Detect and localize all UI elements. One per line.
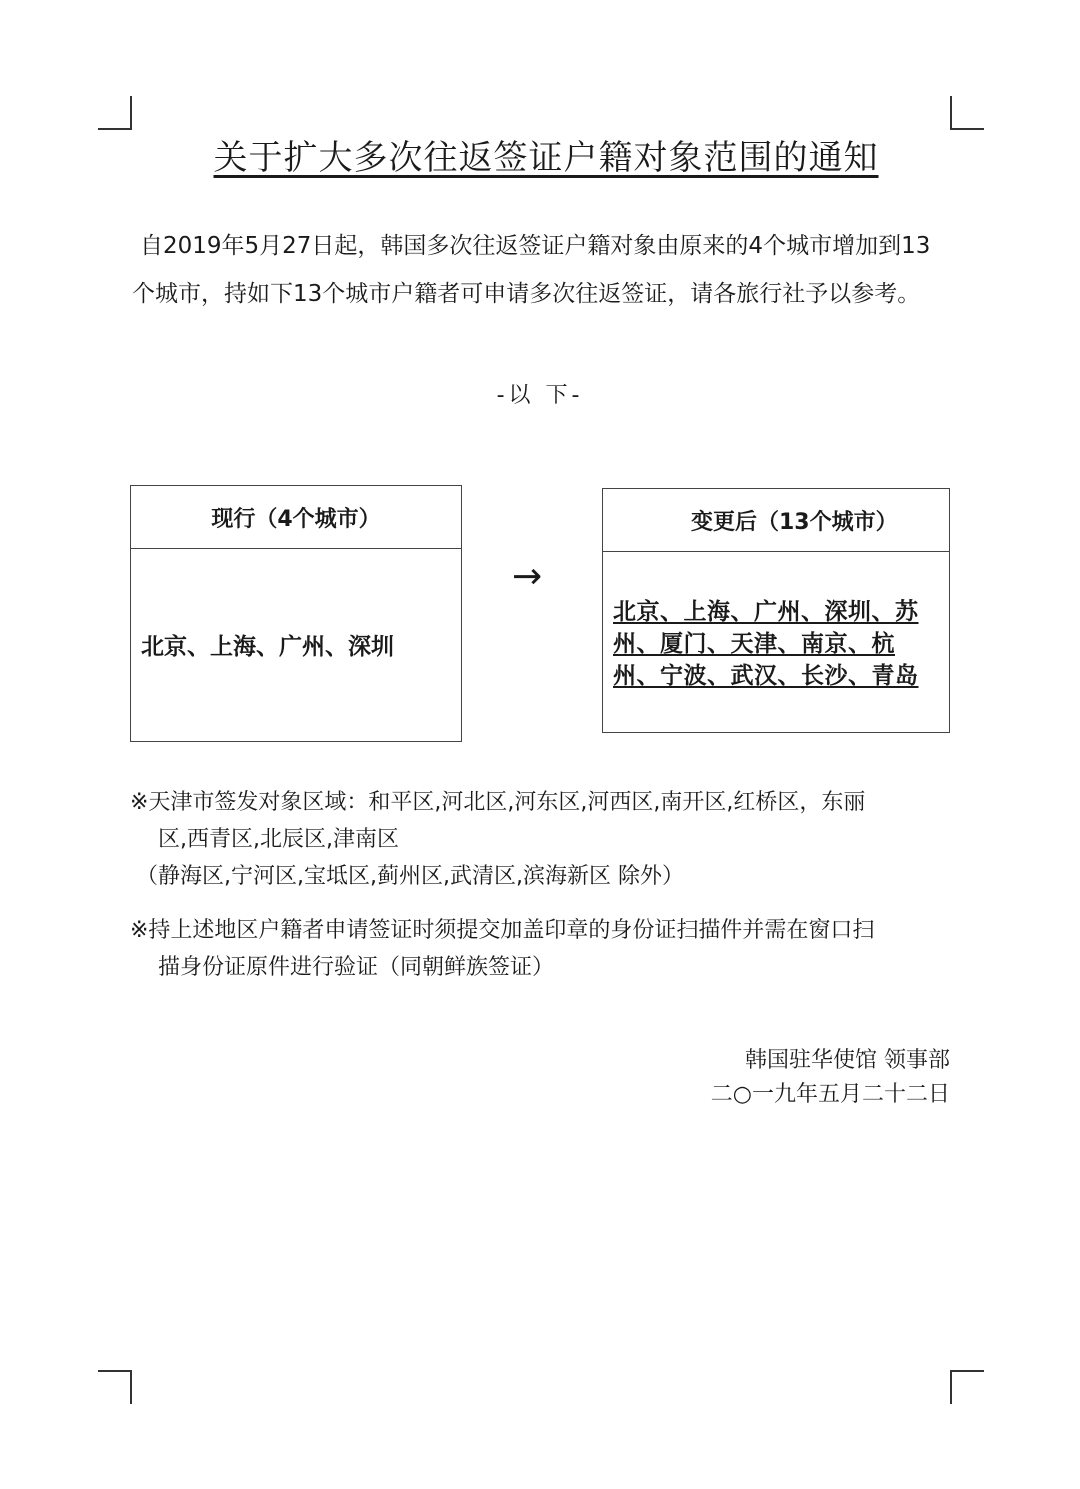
tianjin-note-line: ※天津市签发对象区域：和平区,河北区,河东区,河西区,南开区,红桥区，东丽 [130,790,866,815]
crop-mark-bottom-right [950,1370,984,1404]
changed-cities-box [602,488,950,733]
crop-mark-bottom-left [98,1370,132,1404]
current-cities-box [130,485,462,742]
signature-date: 二○一九年五月二十二日 [710,1082,950,1107]
intro-paragraph: 自2019年5月27日起，韩国多次往返签证户籍对象由原来的4个城市增加到13个城市，持如下13个城市户籍者可申请多次往返签证，请各旅行社予以参考。 [132,233,931,307]
changed-cities-line: 北京、上海、广州、深圳、苏 [613,599,919,625]
arrow-icon: → [512,556,543,597]
tianjin-note-exclusions: （静海区,宁河区,宝坻区,蓟州区,武清区,滨海新区 除外） [136,864,684,889]
changed-cities-line: 州、厦门、天津、南京、杭 [613,631,895,657]
tianjin-note [130,784,950,895]
crop-mark-top-left [98,96,132,130]
current-cities-list: 北京、上海、广州、深圳 [141,633,394,660]
changed-cities-list [603,552,949,692]
current-cities-header: 现行（4个城市） [131,486,461,549]
signature-block [711,1044,950,1112]
id-scan-note [130,912,950,986]
id-scan-note-line: 描身份证原件进行验证（同朝鲜族签证） [158,955,555,980]
tianjin-note-line: 区,西青区,北辰区,津南区 [158,827,399,852]
signature-org: 韩国驻华使馆 领事部 [745,1048,950,1073]
notice-title: 关于扩大多次往返签证户籍对象范围的通知 [213,138,879,178]
crop-mark-top-right [950,96,984,130]
id-scan-note-line: ※持上述地区户籍者申请签证时须提交加盖印章的身份证扫描件并需在窗口扫 [130,918,875,943]
changed-cities-line: 州、宁波、武汉、长沙、青岛 [613,663,919,689]
below-label: -以 下- [496,383,584,408]
changed-cities-header: 变更后（13个城市） [603,489,949,552]
